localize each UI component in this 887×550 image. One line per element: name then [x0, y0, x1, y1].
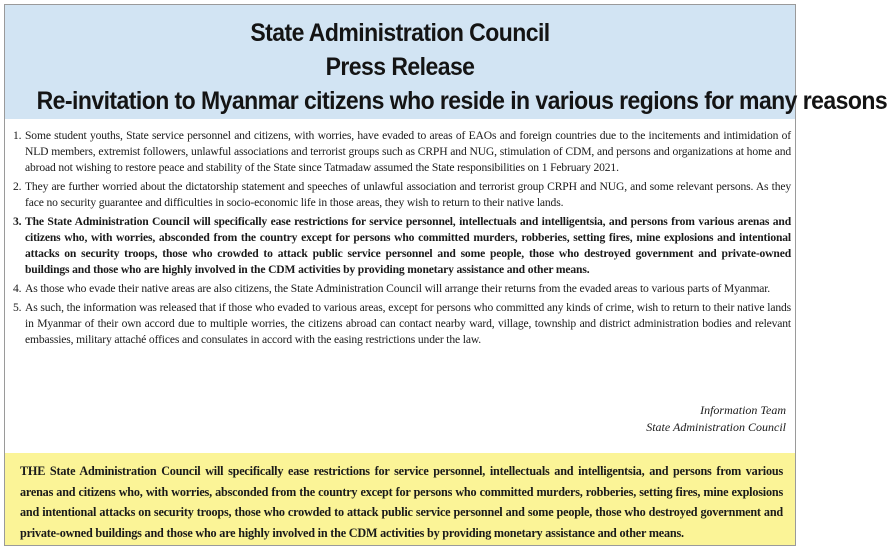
paragraph-2	[13, 179, 791, 211]
paragraph-4	[13, 281, 791, 297]
highlight-summary-box: THE State Administration Council will specifically ease restrictions for service personnel, intellectuals and intelligentsia, and persons from various arenas and citizens who, with worries, absconded from the country except for persons who committed murders, robberies, setting fires, mine explosions and intentional attacks on security troops, those who crowded to attack public service personnel and some people, those who destroyed government and private-owned buildings and those who are highly involved in the CDM activities by providing monetary assistance and other means.	[5, 453, 795, 545]
document-type: Press Release	[325, 53, 475, 81]
issuer-title: State Administration Council	[250, 19, 550, 47]
paragraph-text: As those who evade their native areas are also citizens, the State Administration Council will arrange their returns from the evaded areas to various parts of Myanmar.	[25, 282, 771, 295]
paragraph-text: They are further worried about the dictatorship statement and speeches of unlawful association and terrorist group CRPH and NUG, and some relevant persons. As they face no security guarantee and difficulties in socio-economic life in those areas, they wish to return to their native lands.	[25, 180, 791, 209]
paragraph-text: Some student youths, State service personnel and citizens, with worries, have evaded to areas of EAOs and foreign countries due to the incitements and intimidation of NLD members, extremist followers, unlawful associations and terrorist groups such as CRPH and NUG, stimulation of CDM, and persons and organizations at home and abroad not wishing to restore peace and stability of the State since Tatmadaw assumed the State responsibilities on 1 February 2021.	[25, 129, 791, 174]
paragraph-1	[13, 128, 791, 176]
paragraph-text: The State Administration Council will specifically ease restrictions for service personnel, intellectuals and intelligentsia, and persons from various arenas and citizens who, with worries, absconded from the country except for persons who committed murders, robberies, setting fires, mine explosions and intentional attacks on security troops, those who crowded to attack public service personnel and some people, those who destroyed government and private-owned buildings and those who are highly involved in the CDM activities by providing monetary assistance and other means.	[25, 215, 791, 276]
paragraph-number: 3.	[13, 215, 22, 228]
signature-block	[646, 402, 786, 436]
press-release-body	[13, 128, 791, 351]
paragraph-5	[13, 300, 791, 348]
paragraph-number: 1.	[13, 129, 22, 142]
paragraph-number: 4.	[13, 282, 22, 295]
header-banner	[5, 5, 887, 119]
paragraph-number: 5.	[13, 301, 22, 314]
press-release-headline: Re-invitation to Myanmar citizens who reside in various regions for many reasons	[36, 87, 887, 115]
paragraph-3	[13, 214, 791, 278]
signature-team: Information Team	[700, 403, 786, 417]
paragraph-text: As such, the information was released that if those who evaded to various areas, except for persons who committed any kinds of crime, wish to return to their native lands in Myanmar of their own accord due to multiple worries, the citizens abroad can contact nearby ward, village, township and district administration bodies and relevant embassies, military attaché offices and consulates in accord with the easing restrictions under the law.	[25, 301, 791, 346]
paragraph-number: 2.	[13, 180, 22, 193]
signature-council: State Administration Council	[646, 420, 786, 434]
